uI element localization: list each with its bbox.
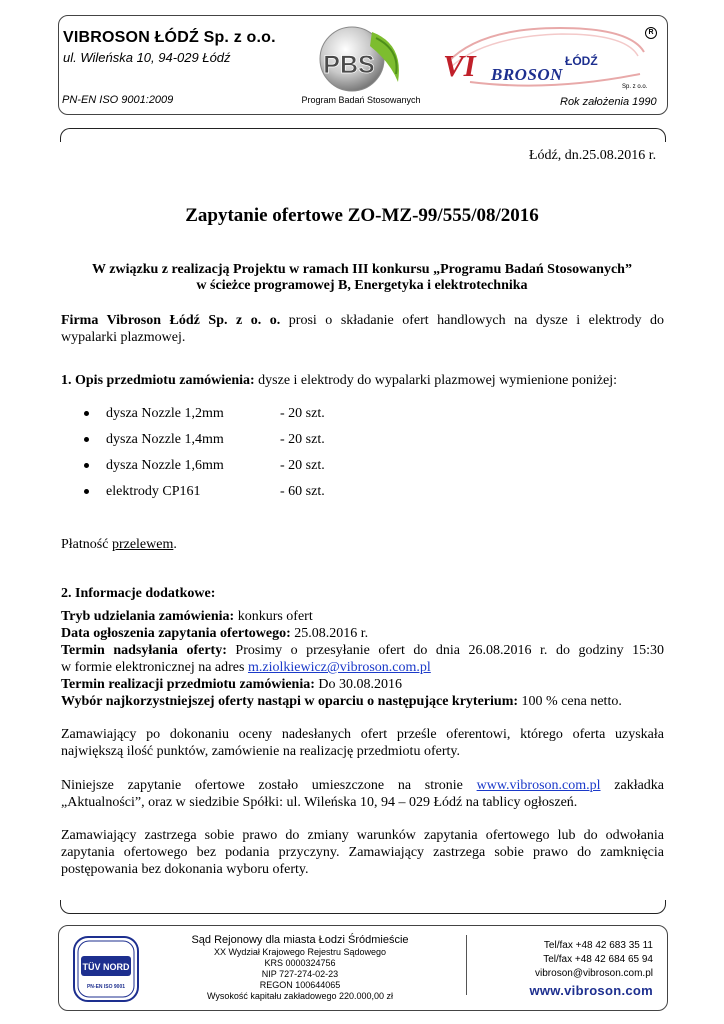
deadline-label: Termin nadsyłania oferty: [61,643,227,658]
footer-phone-1: Tel/fax +48 42 683 35 11 [543,940,653,951]
iso-certificate: PN-EN ISO 9001:2009 [62,94,174,106]
intro-line-2: w ścieżce programowej B, Energetyka i elektrotechnika [196,278,528,293]
bullet-icon [84,463,89,468]
bullet-icon [84,411,89,416]
realization-value: Do 30.08.2016 [318,677,403,692]
company-name: VIBROSON ŁÓDŹ Sp. z o.o. [63,29,276,46]
realization-label: Termin realizacji przedmiotu zamówienia: [61,677,315,692]
criterion-value: 100 % cena netto. [521,694,622,709]
pbs-logo-icon [312,24,412,94]
registry-capital: Wysokość kapitału zakładowego 220.000,00 zł [206,991,394,1001]
section-1-heading [61,372,617,389]
footer-website-link[interactable]: www.vibroson.com [529,983,653,998]
payment-prefix: Płatność [61,537,109,552]
paragraph-2-suffix: zakładka [614,778,665,793]
paragraph-3-line-3: postępowania bez dokonania wyboru oferty. [61,862,309,877]
website-link[interactable]: www.vibroson.com.pl [476,778,601,793]
firm-paragraph-line-1 [61,312,664,329]
realization-line [61,676,402,693]
company-address: ul. Wileńska 10, 94-029 Łódź [63,50,231,65]
criterion-label: Wybór najkorzystniejszej oferty nastąpi w oparciu o następujące kryterium: [61,694,519,709]
registry-division: XX Wydział Krajowego Rejestru Sądowego [213,947,386,957]
paragraph-2-prefix: Niniejsze zapytanie ofertowe zostało umieszczone na stronie [61,778,463,793]
section-1-text: dysze i elektrody do wypalarki plazmowej wymienione poniżej: [258,373,617,388]
logo-vi: VI [443,48,476,83]
paragraph-1-line-2: największą ilość punktów, zamówienie na realizację przedmiotu oferty. [61,744,460,759]
logo-spzoo: Sp. z o.o. [622,84,648,90]
item-quantity: - 20 szt. [280,432,325,447]
criterion-line [61,693,622,710]
founded-year: Rok założenia 1990 [560,96,657,108]
logo-lodz: ŁÓDŹ [565,54,598,68]
contact-email-link[interactable]: m.ziolkiewicz@vibroson.com.pl [247,660,431,675]
footer-email[interactable]: vibroson@vibroson.com.pl [535,968,653,979]
logo-broson: BROSON [491,65,563,84]
item-name: dysza Nozzle 1,6mm [106,458,224,473]
paragraph-2-line-2: „Aktualności”, oraz w siedzibie Spółki: ul. Wileńska 10, 94 – 029 Łódź na tablicy ogłoszeń. [61,795,578,810]
registry-nip: NIP 727-274-02-23 [261,969,339,979]
payment-method: przelewem [111,537,174,552]
deadline-email-prefix: w formie elektronicznej na adres [61,660,245,675]
announce-line [61,625,368,642]
deadline-value: Prosimy o przesyłanie ofert do dnia 26.08.2016 r. do godziny 15:30 [235,643,664,658]
firm-paragraph-line-2: wypalarki plazmowej. [61,330,186,345]
tuv-name: TÜV NORD [82,962,130,972]
footer-phone-2: Tel/fax +48 42 684 65 94 [543,954,653,965]
intro-line-1: W związku z realizacją Projektu w ramach III konkursu „Programu Badań Stosowanych” [92,262,632,277]
tuv-nord-seal-icon [73,936,139,1002]
paragraph-2-line-1 [61,777,664,794]
item-quantity: - 60 szt. [280,484,325,499]
footer-divider [466,935,467,995]
registry-block [150,934,450,1002]
firm-name: Firma Vibroson Łódź Sp. z o. o. [61,313,281,328]
mode-label: Tryb udzielania zamówienia: [61,609,235,624]
pbs-caption: Program Badań Stosowanych [301,95,421,105]
letter-date: Łódź, dn.25.08.2016 r. [529,148,657,163]
bullet-icon [84,489,89,494]
section-2-heading: 2. Informacje dodatkowe: [61,586,216,601]
registry-court: Sąd Rejonowy dla miasta Łodzi Śródmieście [191,934,409,946]
item-name: dysza Nozzle 1,4mm [106,432,224,447]
letter-title: Zapytanie ofertowe ZO-MZ-99/555/08/2016 [185,205,539,226]
paragraph-3-line-1: Zamawiający zastrzega sobie prawo do zmiany warunków zapytania ofertowego lub do odwołania [61,828,664,843]
announce-label: Data ogłoszenia zapytania ofertowego: [61,626,291,641]
mode-line [61,608,313,625]
announce-value: 25.08.2016 r. [294,626,369,641]
item-name: elektrody CP161 [106,484,201,499]
section-1-label: 1. Opis przedmiotu zamówienia: [61,373,255,388]
deadline-line [61,642,664,659]
bullet-icon [84,437,89,442]
paragraph-3-line-2: zapytania ofertowego bez podania przyczyny. Zamawiający zastrzega sobie prawo do zamknięcia [61,845,664,860]
deadline-line-2 [61,659,431,676]
item-quantity: - 20 szt. [280,458,325,473]
pbs-logo-text: PBS [323,51,375,79]
tuv-cert: PN-EN ISO 9001 [86,984,126,990]
mode-value: konkurs ofert [237,609,313,624]
registered-mark-icon: R [645,27,657,39]
paragraph-1-line-1: Zamawiający po dokonaniu oceny nadesłanych ofert prześle oferentowi, którego oferta uzyskała [61,727,664,742]
item-name: dysza Nozzle 1,2mm [106,406,224,421]
registry-krs: KRS 0000324756 [264,958,336,968]
top-divider [60,128,666,142]
payment-suffix: . [173,537,177,552]
item-quantity: - 20 szt. [280,406,325,421]
registry-regon: REGON 100644065 [259,980,341,990]
bottom-divider [60,900,666,914]
payment-line [61,536,177,553]
firm-request: prosi o składanie ofert handlowych na dysze i elektrody do [288,313,665,328]
